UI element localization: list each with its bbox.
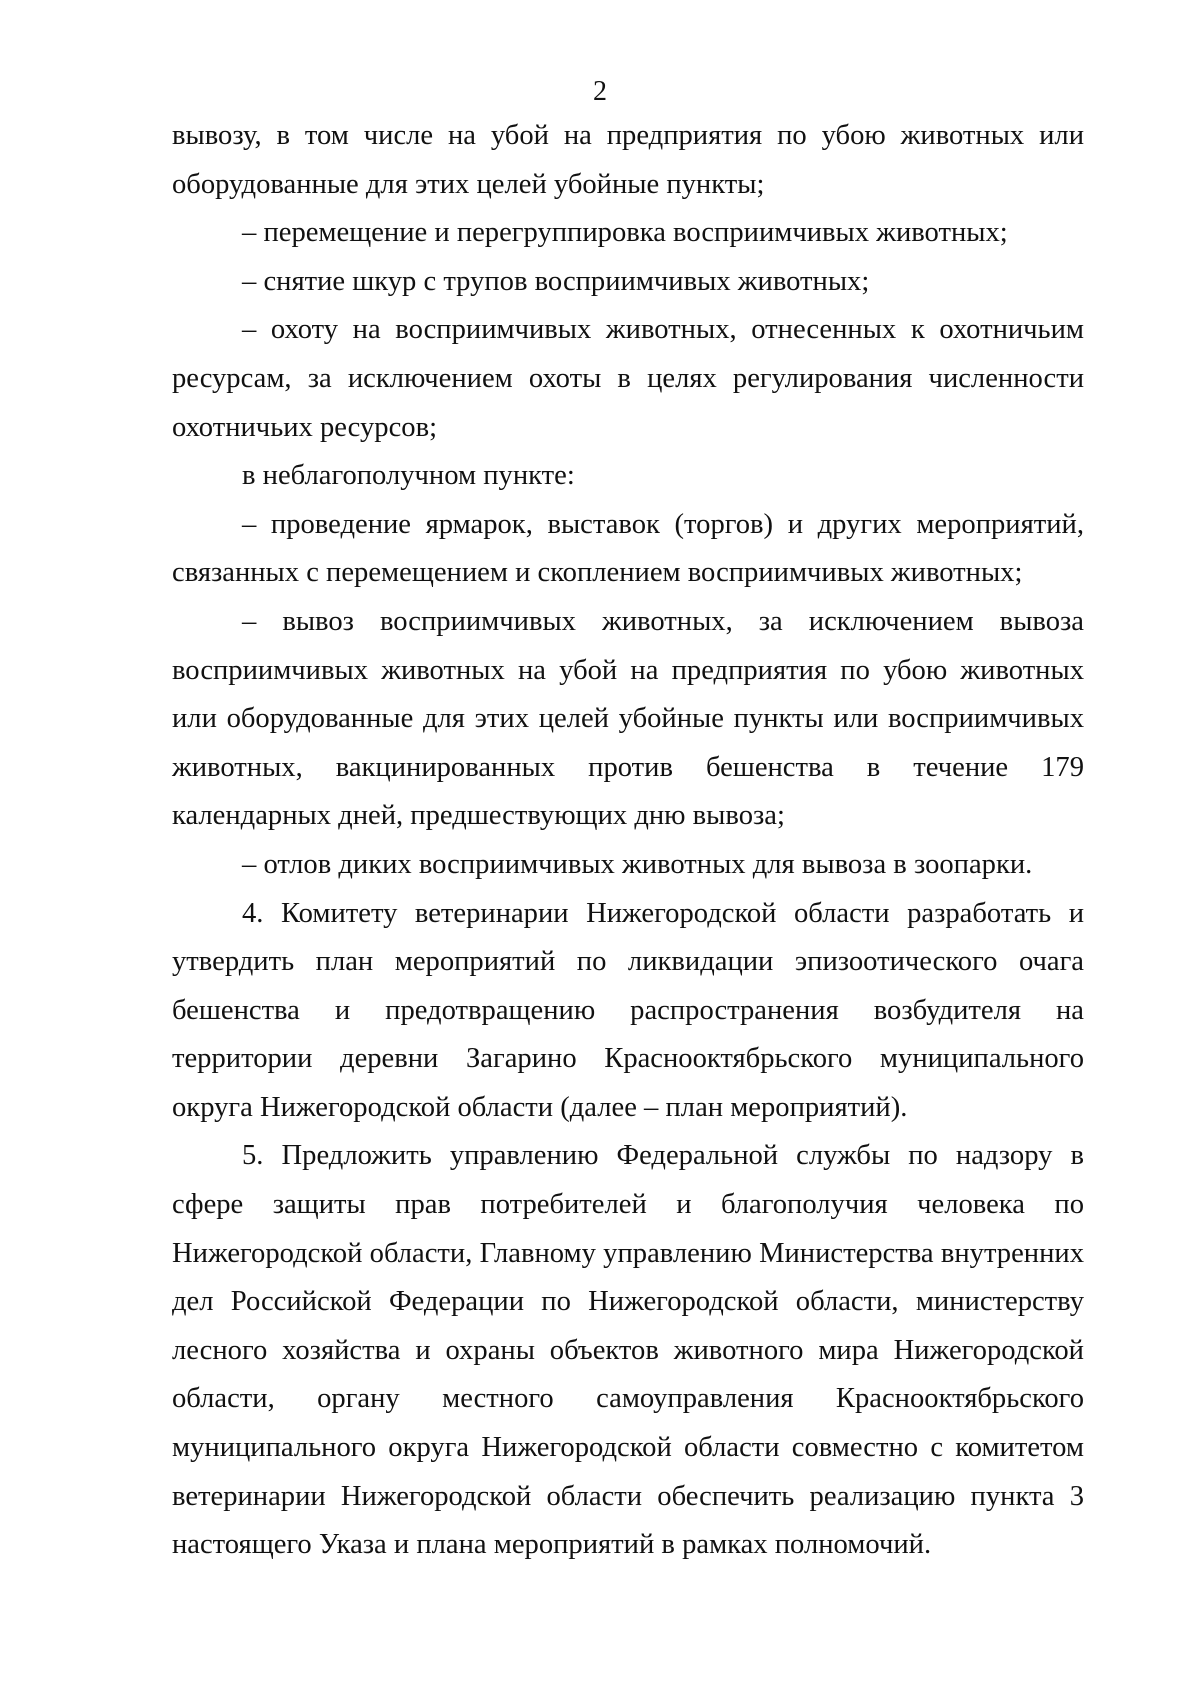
paragraph-ban-capture: – отлов диких восприимчивых животных для вывоза в зоопарки. bbox=[242, 848, 1033, 880]
paragraph-ban-export: – вывоз восприимчивых животных, за исключением вывоза восприимчивых животных на убой на предприятия по убою животных или оборудованные для этих целей убойные пункты или восприимчивых животных, вакцинированных против бешенства в течение 179 календарных дней, предшествующих дню вывоза; bbox=[172, 605, 1084, 832]
paragraph-ban-hunting: – охоту на восприимчивых животных, отнесенных к охотничьим ресурсам, за исключением охоты в целях регулирования численности охотничьих ресурсов; bbox=[172, 314, 1084, 443]
paragraph-ban-skinning: – снятие шкур с трупов восприимчивых животных; bbox=[242, 265, 870, 297]
page-number: 2 bbox=[593, 76, 607, 107]
paragraph-continuation: вывозу, в том числе на убой на предприятия по убою животных или оборудованные для этих целей убойные пункты; bbox=[172, 120, 1084, 200]
paragraph-ban-relocation: – перемещение и перегруппировка восприимчивых животных; bbox=[242, 217, 1008, 249]
paragraph-ban-fairs: – проведение ярмарок, выставок (торгов) и других мероприятий, связанных с перемещением и скоплением восприимчивых животных; bbox=[172, 508, 1084, 589]
paragraph-item-5: 5. Предложить управлению Федеральной службы по надзору в сфере защиты прав потребителей и благополучия человека по Нижегородской области, Главному управлению Министерства внутренних дел Российской Федерации по Нижегородской области, министерству лесного хозяйства и охраны объектов животного мира Нижегородской области, органу местного самоуправления Краснооктябрьского муниципального округа Нижегородской области совместно с комитетом ветеринарии Нижегородской области обеспечить реализацию пункта 3 настоящего Указа и плана мероприятий в рамках полномочий. bbox=[172, 1140, 1084, 1561]
paragraph-affected-area-heading: в неблагополучном пункте: bbox=[242, 460, 575, 492]
paragraph-item-4: 4. Комитету ветеринарии Нижегородской области разработать и утвердить план мероприятий по ликвидации эпизоотического очага бешенства и предотвращению распространения возбудителя на территории деревни Загарино Краснооктябрьского муниципального округа Нижегородской области (далее – план мероприятий). bbox=[172, 897, 1084, 1123]
document-body bbox=[172, 112, 1084, 1570]
